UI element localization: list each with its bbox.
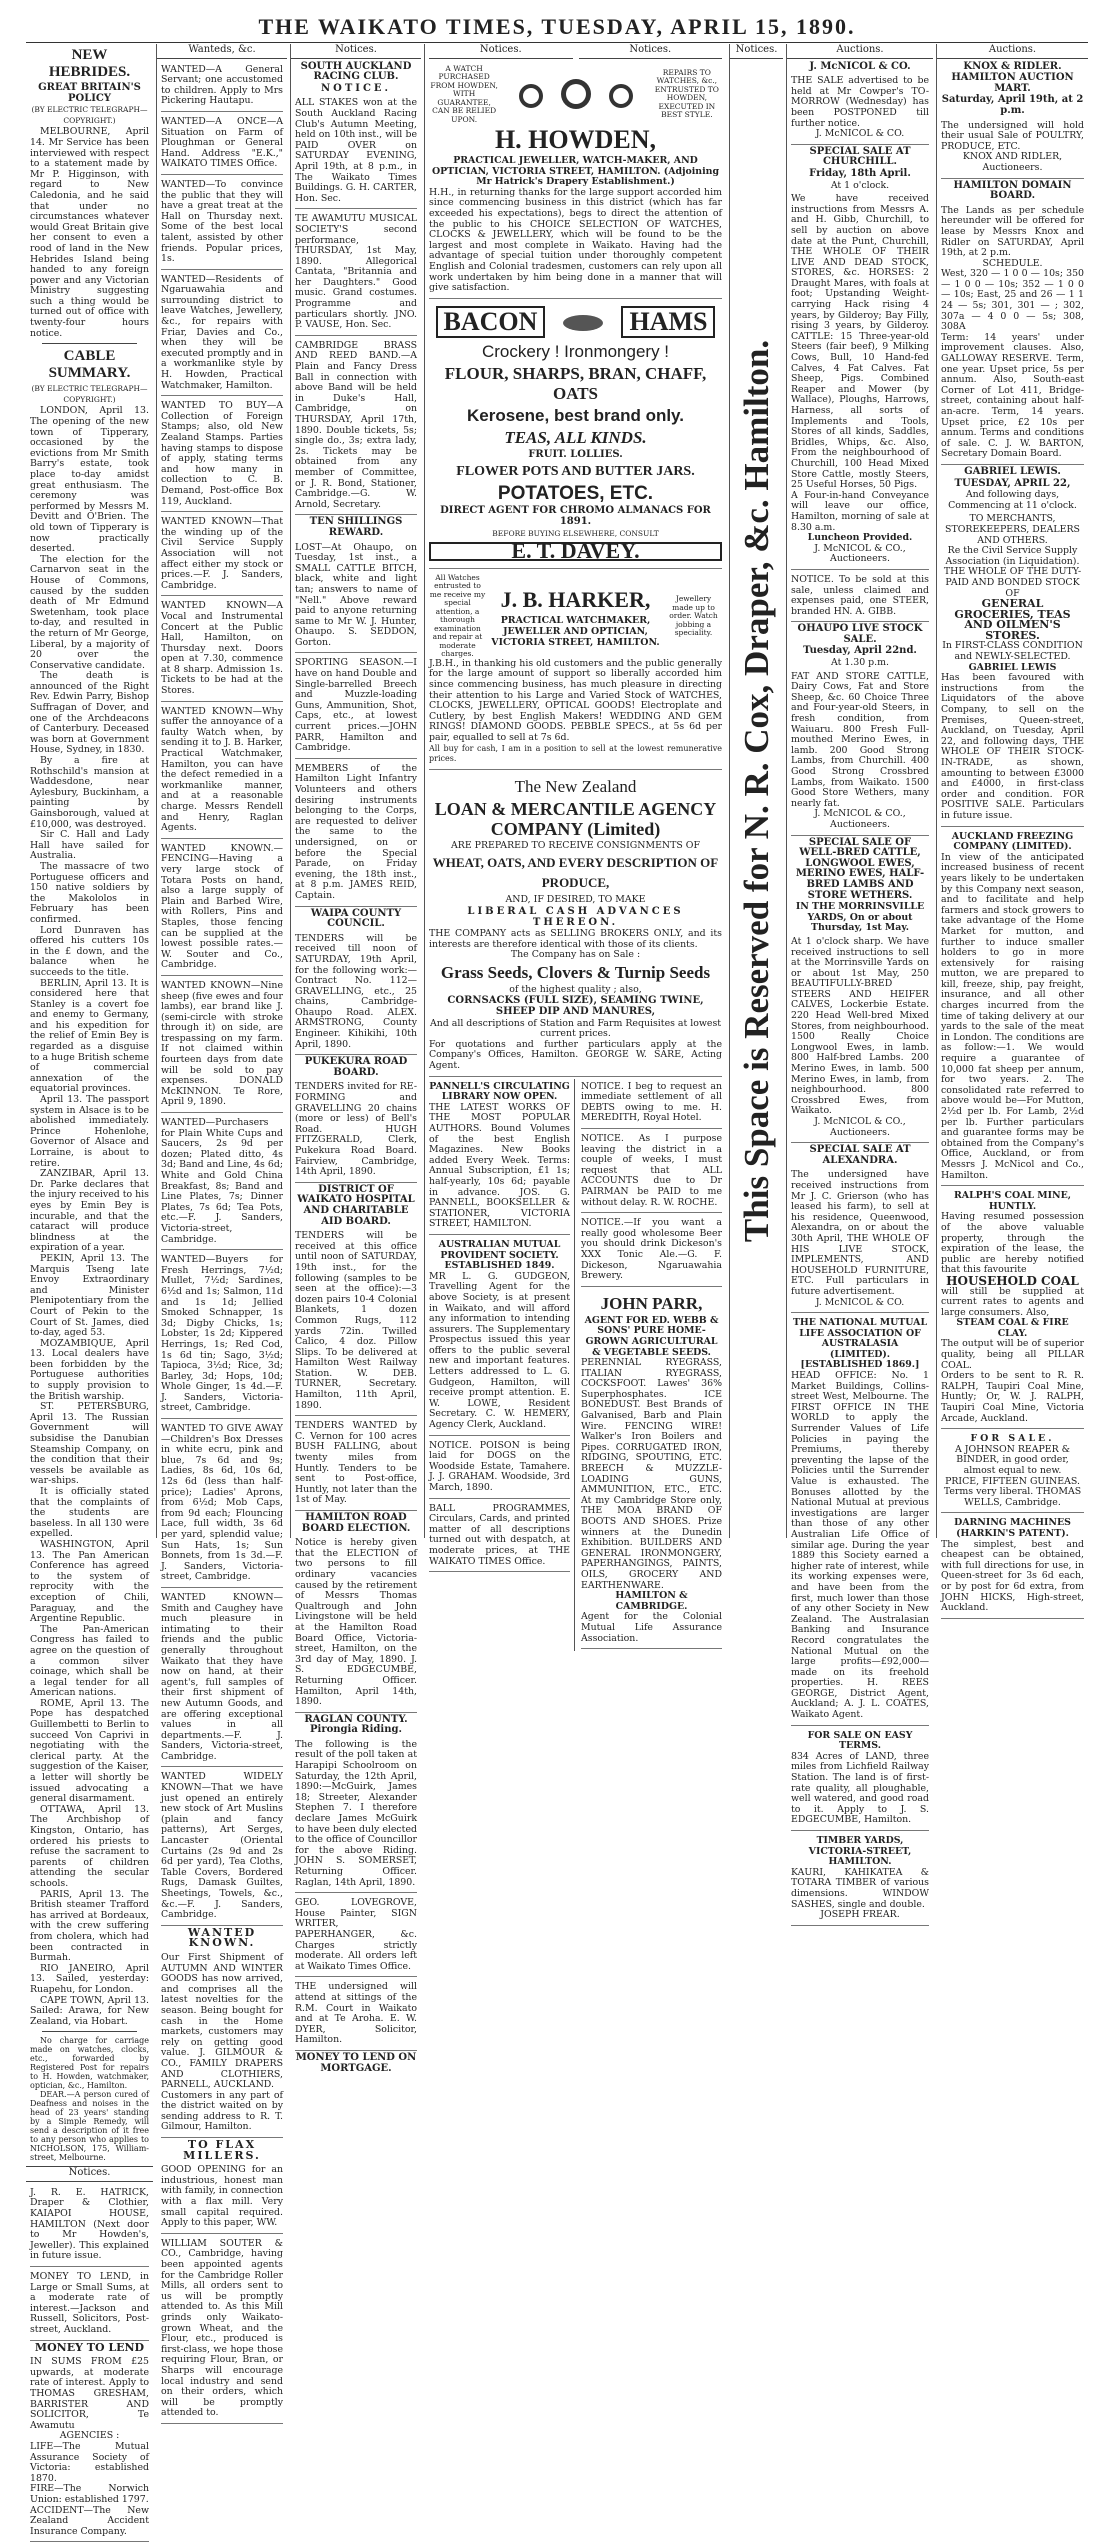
ad-poison — [429, 1438, 570, 1499]
ad-wanted — [161, 1769, 283, 1925]
ad-wanted — [161, 514, 283, 596]
ad-text: PANNELL'S CIRCULATING LIBRARY NOW OPEN. — [429, 1080, 570, 1103]
ad-text: PRICE, FIFTEEN GUINEAS. Terms very liberal. THOMAS WELLS, Cambridge. — [943, 1475, 1082, 1508]
ad-text: The undersigned will hold their usual Sale of POULTRY, PRODUCE, ETC. — [941, 119, 1084, 152]
ad-wanted — [161, 398, 283, 512]
ad-wanted — [161, 1421, 283, 1588]
paragraph: BERLIN, April 13. It is considered here that Stanley is a covert foe and enemy to Germany, and his expedition for the relief of Emin Bey is regarded as a disguise to a huge British scheme of commercial annexation of the equatorial provinces. — [30, 977, 149, 1095]
ad-notice — [581, 1131, 722, 1213]
ad-title-howden: H. HOWDEN, — [494, 125, 657, 155]
ad-text: Has been favoured with instructions from the Liquidators of the above Company, to sell on the Premises, Queen-street, Auckland, on Tuesday, April 22, and following days, THE WHOLE OF THEIR STOCK-IN-TRADE, as shown, amounting to between £3000 and £4000, in first-class order and condition. FOR POSITIVE SALE. Particulars in future issue. — [941, 672, 1084, 821]
ad-heading: SPECIAL SALE AT CHURCHILL. — [809, 145, 911, 168]
article-new-hebrides — [30, 127, 149, 339]
paragraph: OTTAWA, April 13. The Archbishop of Kingston, Ontario, has ordered his priests to refuse the sacrament to parents of children attending the secular schools. — [30, 1803, 149, 1889]
ad-line: TEAS, ALL KINDS. — [504, 427, 647, 447]
ad-text: Having resumed possession of the above valuable property, through the expiration of the lease, the public are hereby notified that this favourite — [941, 1211, 1084, 1276]
ad-text: MONEY TO LEND, in Large or Small Sums, at a moderate rate of interest.—Jackson and Russell, Solicitors, Post-street, Auckland. — [30, 2271, 149, 2335]
ad-waipa — [295, 931, 417, 1056]
ad-text: SPORTING SEASON.—I have on hand Double and Single-barrelled Breech and Muzzle-loading Guns, Ammunition, Shot, Caps, etc., at lowest current prices.—JOHN PARR, Hamilton and Cambridge. — [295, 657, 417, 754]
ad-text: TENDERS will be received at this office until noon of SATURDAY, 19th inst., for the following (samples to be seen at the office):—3 dozen pairs 10-4 Colonial Blankets, 1 dozen Common Rugs, 112 yards 72in. Twilled Calico, 4 doz. Pillow Slips. To be delivered at Hamilton West Railway Station. W. DEB. TURNER, Secretary. Hamilton, 11th April, 1890. — [295, 1230, 417, 1411]
ad-text: WILLIAM SOUTER & CO., Cambridge, having been appointed agents for the Cambridge Roller Mills, all orders sent to us will be promptly attended to. As this Mill grinds only Waikato-grown Wheat, and the Flour, etc., produced is first-class, we hope those requiring Flour, Bran, or Sharps will encourage local industry and send on their orders, which will be promptly attended to. — [161, 2237, 283, 2419]
ad-text: J. McNICOL & CO. — [815, 128, 905, 140]
ad-for-sale — [941, 1431, 1084, 1513]
ad-text: FIRE—The Norwich Union: established 1797. — [30, 2483, 149, 2505]
ad-text: The simplest, best and cheapest can be obtained, with full directions for use, in Queen-street for 3s 6d each, or by post for 6d extra, from JOHN HICKS, High-street, Auckland. — [941, 1538, 1084, 1614]
ad-howden — [429, 62, 722, 299]
ad-text: DARNING MACHINES (HARKIN'S PATENT). — [954, 1517, 1071, 1539]
ad-text: J. McNICOL & CO., Auctioneers. — [814, 542, 906, 565]
section-heading: Wanteds, &c. — [157, 44, 287, 59]
subcolumn-right — [581, 1079, 722, 1652]
ad-line: Grass Seeds, Clovers & Turnip Seeds — [440, 962, 711, 982]
ad-text: SCHEDULE. — [982, 257, 1043, 269]
ad-text: And following days, Commencing at 11 o'clock. — [948, 489, 1077, 511]
ad-text: IN THE MORRINSVILLE YARDS, On or about Thursday, 1st May. — [795, 901, 925, 934]
ad-timber — [791, 1833, 929, 1926]
paragraph: LONDON, April 13. The opening of the new town of Tipperary, occasioned by the evictions from Mr Smith Barry's estate, took place to-day amidst great enthusiasm. The ceremony was performed by Messrs M. Devitt and O'Brien. The old town of Tipperary is now practically deserted. — [30, 405, 149, 555]
clock-icon — [511, 74, 641, 114]
ad-text: ALL STAKES won at the South Auckland Racing Club's Autumn Meeting, held on 10th inst., will be PAID OVER on SATURDAY EVENING, April 19th, at 8 p.m., in The Waikato Times Buildings. G. H. CARTER, Hon. Sec. — [295, 97, 417, 204]
section-heading: Notices. — [291, 44, 421, 59]
ad-text: WANTED—A ONCE—A Situation on Farm of Ploughman or General Hand. Address "E.K.," WAIKATO TIMES Office. — [161, 115, 283, 170]
ad-text: WANTED KNOWN—Nine sheep (five ewes and four lambs), ear brand like J. (semi-circle with stroke through it) on side, are trespassing on my farm. If not claimed within fourteen days from date will be sold to pay expenses. DONALD McKINNON. Te Rore, April 9, 1890. — [161, 979, 283, 1108]
masthead: THE WAIKATO TIMES, TUESDAY, APRIL 15, 1890. — [258, 14, 856, 39]
ad-line: POTATOES, ETC. — [497, 483, 654, 505]
ad-text: KNOX AND RIDLER, Auctioneers. — [962, 151, 1063, 173]
paragraph: Sir C. Hall and Lady Hall have sailed for Australia. — [30, 829, 149, 862]
ad-text: GABRIEL LEWIS — [968, 661, 1057, 673]
bottom-two-columns — [429, 1079, 722, 1652]
paragraph: The massacre of two Portuguese officers and 150 native soldiers by the Makololos in February has been confirmed. — [30, 860, 149, 925]
ad-brass-band — [295, 338, 417, 516]
ad-text: LOST—At Ohaupo, on Tuesday, 1st inst., a SMALL CATTLE BITCH, black, white and light tan; answers to name of "Nell." Above reward paid to anyone returning same to Mr W. J. Hunter, Ohaupo. S. SEDDON, Gorton. — [295, 541, 417, 648]
section-heading: Auctions. — [787, 44, 933, 59]
ad-wanted — [161, 704, 283, 839]
ad-text: All buy for cash, I am in a position to sell at the lowest remunerative prices. — [429, 743, 722, 764]
ad-national-mutual — [791, 1315, 929, 1726]
ad-dyer — [295, 1979, 417, 2051]
ad-text: WANTED TO BUY—A Collection of Foreign Stamps; also, old New Zealand Stamps. Parties having stamps to dispose of apply, stating terms and how many in collection to C. B. Demand, Post-office Box 119, Auckland. — [161, 400, 283, 507]
ad-wanted — [161, 114, 283, 175]
ad-wanted — [161, 978, 283, 1113]
ad-notice — [581, 1215, 722, 1287]
ad-text: H.H., in returning thanks for the large support accorded him since commencing business in this district (which has far exceeded his expectations), begs to direct the attention of the public to his CHOICE SELECTION OF WATCHES, CLOCKS & JEWELLERY, which will be found to be the largest and most complete in Waikato. Having had the advantage of special tuition under thoroughly competent English and Colonial tradesmen, customers can rely upon all work undertaken by him being done in a manner that will give satisfaction. — [429, 186, 722, 294]
ad-wanted — [161, 598, 283, 701]
ad-text: PRACTICAL JEWELLER, WATCH-MAKER, AND OPTICIAN, VICTORIA STREET, HAMILTON. (Adjoining Mr Hatrick's Drapery Establishment.) — [431, 155, 720, 188]
ad-text: will still be supplied at current rates to agents and large consumers. Also, — [941, 1285, 1084, 1318]
masthead-rule — [26, 42, 1088, 43]
ad-text: MEMBERS of the Hamilton Light Infantry Volunteers and others desiring instruments belonging to the Corps, are requested to deliver the same to the undersigned, on or before the Special Parade, on Friday evening, the 18th inst., at 8 p.m. JAMES REID, Captain. — [295, 762, 417, 901]
ad-text: WANTED KNOWN.—FENCING—Having a very large stock of Totara Posts on hand, also a large supply of Plain and Barbed Wire, with Rollers, Pins and Staples, those fencing can be supplied at the lowest possible rates.—W. Souter and Co., Cambridge. — [161, 842, 283, 971]
ad-text: Orders to be sent to R. R. RALPH, Taupiri Coal Mine, Huntly; Or, W. J. RALPH, Taupiri Coal Mine, Victoria Arcade, Auckland. — [941, 1370, 1084, 1424]
ad-land-sale — [791, 1728, 929, 1831]
ad-text: NOTICE. As I purpose leaving the district in a couple of weeks, I must request that ALL ACCOUNTS due to Dr PAIRMAN be PAID to me without delay. R. W. ROCHE. — [581, 1133, 722, 1208]
column-wanteds — [156, 44, 287, 2419]
paragraph: It is officially stated that the complaints of the students are baseless. In all 130 were expelled. — [30, 1486, 149, 1540]
ad-heading: TEN SHILLINGS REWARD. — [309, 516, 403, 538]
ad-heading-money: MONEY TO LEND — [34, 2340, 145, 2354]
ad-text: REPAIRS TO WATCHES, &c., ENTRUSTED TO HOWDEN, EXECUTED IN BEST STYLE. — [654, 67, 719, 120]
ad-text: TENDERS WANTED by C. Vernon for 100 acres BUSH FALLING, about twenty miles from Huntly. Tenders to be sent to Post-office, Huntly, not later than the 1st of May. — [295, 1420, 417, 1506]
reserved-space-text: This Space is Reserved for N. R. Cox, Draper, &c. Hamilton. — [737, 339, 776, 1243]
ad-heading: WAIPA COUNTY COUNCIL. — [310, 907, 402, 930]
ad-text: LIFE—The Mutual Assurance Society of Victoria: established 1870. — [30, 2440, 149, 2484]
ad-text: A WATCH PURCHASED FROM HOWDEN, WITH GUARANTEE, CAN BE RELIED UPON. — [430, 63, 498, 124]
ad-ohaupo — [791, 669, 929, 836]
ad-hatrick — [30, 2185, 149, 2267]
section-heading: Notices. — [26, 2166, 153, 2182]
ad-auction-mart — [941, 118, 1084, 179]
ad-heading: TUESDAY, APRIL 22, — [954, 477, 1071, 489]
ad-text: HAMILTON & CAMBRIDGE. — [615, 1590, 688, 1612]
ad-text: WANTED TO GIVE AWAY—Children's Box Dresses in white ecru, pink and blue, 7s 6d and 9s; Ladies, 8s 6d, 10s 6d, 12s 6d (less than half-price); Ladies' Aprons, from 6½d; Mob Caps, from 9d each; Flouncing Lace, full width, 3s 6d per yard, splendid value; Sun Hats, 1s; Sun Bonnets, from 1s 3d.—F. J. Sanders, Victoria-street, Cambridge. — [161, 1423, 283, 1583]
paragraph: Lord Dunraven has offered his cutters 10s in the £ down, and the balance when he succeeds to the title. — [30, 924, 149, 978]
ad-text: WANTED—Purchasers for Plain White Cups and Saucers, 2s 9d per dozen; Plated ditto, 4s 3d; Band and Line, 4s 6d; White and Gold China Breakfast, 8s; Band and Line Plates, 7s; Dinner Plates, 7s 6d; Tea Pots, etc.—F. J. Sanders, Victoria-street, Cambridge. — [161, 1117, 283, 1245]
column-reserved-space — [729, 44, 783, 1538]
ad-text: 834 Acres of LAND, three miles from Lichfield Railway Station. The land is of first-rate quality, all ploughable, well watered, and good road to it. Apply to J. S. EDGECUMBE, Hamilton. — [791, 1750, 929, 1826]
paragraph: PEKIN, April 13. The Marquis Tseng late Envoy Extraordinary and Minister Plenipotentiary from the Court of Pekin to the Court of St. James, died to-day, aged 53. — [30, 1252, 149, 1339]
ad-heading: TO FLAX MILLERS. — [183, 2138, 261, 2162]
bacon-hams-row — [429, 304, 722, 340]
ad-musical-society — [295, 211, 417, 336]
ad-heading: WANTED KNOWN. — [187, 1925, 257, 1950]
ad-title-bacon: BACON — [436, 306, 546, 338]
ad-heading: SPECIAL SALE OF WELL-BRED CATTLE, LONGWOOL EWES, MERINO EWES, HALF-BRED LAMBS AND STORE WETHERS. — [795, 836, 925, 901]
ad-text: A Four-in-hand Conveyance will leave our office, Hamilton, morning of sale at 8.30 a.m. — [791, 489, 929, 533]
ad-text: NOTICE. POISON is being laid for DOGS on the Woodside Estate, Tamahere. J. J. GRAHAM. Woodside, 3rd March, 1890. — [429, 1439, 570, 1493]
ad-line: FLOUR, SHARPS, BRAN, CHAFF, OATS — [444, 363, 707, 403]
ad-wanted — [161, 1252, 283, 1419]
ad-text: PERENNIAL RYEGRASS, ITALIAN RYEGRASS, COCKSFOOT. Lawes' 36% Superphosphates. ICE BONEDUST. Best Brands of Galvanised, Barb and Plain Wire. FENCING WIRE! Walker's Iron Boilers and Pipes. CORRUGATED IRON, RIDGING, SPOUTING, ETC. BREECH & MUZZLE-LOADING GUNS, AMMUNITION, ETC., ETC. At my Cambridge Store only, THE MOA BRAND OF BOOTS AND SHOES. Prize winners at the Dunedin Exhibition. BUILDERS AND GENERAL IRONMONGERY, PAPERHANGINGS, PAINTS, OILS, GROCERY AND EARTHENWARE. — [581, 1357, 722, 1591]
paragraph: CAPE TOWN, April 13. Sailed: Arawa, for New Zealand, via Hobart. — [30, 1994, 149, 2027]
ad-heading: MONEY TO LEND ON MORTGAGE. — [295, 2051, 417, 2074]
paragraph: The Pan-American Congress has failed to agree on the question of a common silver coinage, which shall be a legal tender for all American nations. — [30, 1623, 149, 1699]
ad-text: Notice is hereby given that the ELECTION of two persons to fill ordinary vacancies caused by the retirement of Messrs Thomas Qualtrough and John Livingstone will be held at the Hamilton Road Board Office, Victoria-street, Hamilton, on the 3rd day of May, 1890. J. S. EDGECUMBE, Returning Officer. Hamilton, April 14th, 1890. — [295, 1537, 417, 1708]
ad-hospital — [295, 1228, 417, 1416]
ad-gilmour — [161, 1950, 283, 2138]
ad-parr — [581, 1289, 722, 1649]
ad-election — [295, 1535, 417, 1713]
ad-text: GEO. LOVEGROVE, House Painter, SIGN WRITER, PAPERHANGER, &c. Charges strictly moderate. All orders left at Waikato Times Office. — [295, 1897, 417, 1972]
divider — [42, 343, 137, 344]
subcolumn-left — [429, 1079, 575, 1652]
ad-text: Re the Civil Service Supply Association (in Liquidation). — [945, 545, 1080, 567]
ad-line: Crockery ! Ironmongery ! — [481, 341, 670, 361]
ad-amp-society — [429, 1237, 570, 1436]
ad-text: FAT AND STORE CATTLE, Dairy Cows, Fat and Store Sheep, &c. 60 Choice Three and Four-year-old Steers, in fresh condition, from Waiuaru. 800 Fresh Full-mouthed Merino Ewes, in lamb. 200 Good Strong Lambs, from Churchill. 400 Good Strong Crossbred Lambs, from Waikato. 1500 Good Store Wethers, many nearly fat. — [791, 670, 929, 809]
schedule-table: West, 320 — 1 0 0 — 10s; 350 — 1 0 0 — 10s; 352 — 1 0 0 — 10s; East, 25 and 26 — 1 1 24 — 5s; 301, 301 — ; 302, 307a — 4 0 0 — 5s; 308, 308A — [941, 268, 1084, 333]
ad-line: FRUIT. LOLLIES. — [528, 448, 623, 460]
ad-postponed — [791, 73, 929, 145]
ad-text: In FIRST-CLASS CONDITION and NEWLY-SELECTED. — [942, 640, 1083, 663]
ad-notice-steer — [791, 572, 929, 622]
ad-text: JOSEPH FREAR. — [820, 1909, 900, 1921]
ad-text: THE SALE advertised to be held at Mr Cowper's TO-MORROW (Wednesday) has been POSTPONED till further notice. — [791, 75, 929, 129]
ad-line: BEFORE BUYING ELSEWHERE, CONSULT — [492, 528, 659, 538]
ad-wanted — [161, 841, 283, 976]
ad-gresham — [30, 2354, 149, 2542]
ad-text: TO MERCHANTS, STOREKEEPERS, DEALERS AND OTHERS. — [945, 513, 1080, 546]
ad-civil-service — [941, 511, 1084, 826]
ad-text: THE WHOLE OF THE DUTY-PAID AND BONDED STOCK OF — [943, 566, 1082, 599]
section-heading: Notices. — [579, 44, 723, 59]
section-heading: Notices. — [730, 44, 783, 59]
ad-wanted — [161, 62, 283, 112]
ad-text: HEAD OFFICE: No. 1 Market Buildings, Collins-street West, Melbourne. The FIRST OFFICE IN THE WORLD to apply the Surrender Values of Life Policies in paying the Premiums, thereby preventing the lapse of the Policies until the Surrender Value is exhausted. The Bonuses allotted by the National Mutual at previous investigations are larger than those of any other Australian Life Office of similar age. During the year 1889 this Society earned a higher rate of interest, while its working expenses were, and have been from the first, much lower than those of any other Society in New Zealand. The Australasian Banking and Insurance Record congratulates the National Mutual on the large profits—£92,000—made on its freehold properties. H. REES GEORGE, District Agent, Auckland; A. J. L. COATES, Waikato Agent. — [791, 1370, 929, 1721]
ad-text: FOR SALE. — [970, 1433, 1055, 1445]
column-auctions-mcnicol — [786, 44, 933, 1921]
firm-name: J. McNICOL & CO. — [809, 60, 911, 72]
ad-wanted — [161, 1115, 283, 1250]
ad-reward — [295, 540, 417, 654]
ad-text: NOTICE. I beg to request an immediate settlement of all DEBTS owing to me. H. MEREDITH, Royal Hotel. — [581, 1080, 722, 1124]
ad-text: Our First Shipment of AUTUMN AND WINTER GOODS has now arrived, and comprises all the latest novelties for the season. Being bought for cash in the Home markets, customers may rely on getting good value. J. GILMOUR & CO., FAMILY DRAPERS AND CLOTHIERS, PARNELL, AUCKLAND. — [161, 1951, 283, 2091]
ad-text: CAMBRIDGE BRASS AND REED BAND.—A Plain and Fancy Dress Ball in connection with above Band will be held in Duke's Hall, Cambridge, on THURSDAY, April 17th, 1890. Double tickets, 5s; single do., 3s; extra lady, 2s. Tickets may be obtained from any member of Committee, or J. R. Bond, Stationer, Cambridge.—G. W. Arnold, Secretary. — [295, 339, 417, 510]
ad-sporting — [295, 655, 417, 758]
ad-title-hams: HAMS — [621, 306, 715, 338]
ad-text: WANTED—Buyers for Fresh Herrings, 7½d; Mullet, 7½d; Sardines, 6½d and 1s; Salmon, 11d and 1s 1d; Jellied Smoked Schnapper, 1s 3d; Digby Chicks, 1s; Lobster, 1s 2d; Kippered Herrings, 1s; Red Cod, 1s 6d tin; Sago, 3½d; Tapioca, 3½d; Rice, 3d; Barley, 3d; Hops, 10d; Whole Ginger, 1s 4d.—F. J. Sanders, Victoria-street, Cambridge. — [161, 1254, 283, 1414]
ad-line: Kerosene, best brand only. — [467, 405, 684, 425]
ad-text: WANTED—Residents of Ngaruawahia and surrounding district to leave Watches, Jewellery, &c., for repairs with Friar, Davies and Co., when they will be executed promptly and in a workmanlike style by H. Howden, Practical Watchmaker, Hamilton. — [161, 273, 283, 391]
ad-text: THE undersigned will attend at sittings of the R.M. Court in Waikato and at Te Aroha. E. W. DYER, Solicitor, Hamilton. — [295, 1981, 417, 2046]
paragraph: ZANZIBAR, April 13. Dr. Parke declares that the injury received to his eyes by Emin Bey is incurable, and that the cataract will produce blindness at the expiration of a year. — [30, 1168, 149, 1254]
ad-library — [429, 1079, 570, 1235]
ad-text: All Watches entrusted to me receive my special attention, a thorough examination and repair at moderate charges. — [429, 572, 486, 659]
ad-domain-board — [941, 203, 1084, 465]
ad-text: Luncheon Provided. — [807, 532, 913, 544]
byline: (BY ELECTRIC TELEGRAPH—COPYRIGHT.) — [31, 384, 148, 404]
ad-title-loan: LOAN & MERCANTILE AGENCY COMPANY (Limited) — [434, 798, 717, 839]
ad-text: In view of the anticipated increased business of recent years likely to be undertaken by this Company next season, and to facilitate and help farmers and stock growers to take advantage of the Home Market for mutton, and further to induce smaller holders to go in more extensively for raising mutton, we are prepared to kill, freeze, ship, pay freight, insurance, and all other charges incurred from the time of taking delivery at our yards to the sale of the meat in London. The conditions are as follow:—1. We would require a guarantee of 10,000 fat sheep per annum, for two years. 2. The consolidated rate referred to above would be—For Mutton, 2½d per lb. For Lamb, 2½d per lb. Further particulars and guarantee forms may be obtained from the Company's Office, Auckland, or from Messrs J. McNicol and Co., Hamilton. — [941, 851, 1084, 1181]
ad-churchill — [791, 191, 929, 570]
ad-text: WANTED—A General Servant; one accustomed to children. Apply to Mrs Pickering Hautapu. — [161, 63, 283, 107]
ad-text: The following is the result of the poll taken at Harapipi Schoolroom on Saturday, the 12th April, 1890:—McGuirk, James 18; Streeter, Alexander Stephen 7. I therefore declare James McGuirk to have been duly elected to the office of Councillor for the above Riding. JOHN S. SOMERSET, Returning Officer. Raglan, 14th April, 1890. — [295, 1738, 417, 1888]
paragraph: April 13. The passport system in Alsace is to be abolished immediately. Prince Hohenlohe, Governor of Alsace and Lorraine, is about to retire. — [30, 1094, 149, 1169]
paragraph: ROME, April 13. The Pope has despatched Guillembetti to Berlin to succeed Von Caprivi in negotiating with the clerical party. At the suggestion of the Kaiser, a letter will shortly be issued advocating a general disarmament. — [30, 1697, 149, 1805]
paragraph: No charge for carriage made on watches, clocks, etc., forwarded by Registered Post for repairs to H. Howden, watchmaker, optician, &c., Hamilton. — [30, 2036, 149, 2091]
ad-line: CORNSACKS (FULL SIZE), SEAMING TWINE, SHEEP DIP AND MANURES, — [447, 995, 704, 1018]
ad-text: HOUSEHOLD COAL — [946, 1273, 1079, 1288]
ad-text: FOR SALE ON EASY TERMS. — [807, 1729, 913, 1752]
ad-line: WHEAT, OATS, AND EVERY DESCRIPTION OF PRODUCE, — [432, 855, 719, 891]
ad-heading: PUKEKURA ROAD BOARD. — [304, 1056, 408, 1078]
ad-title-harker: J. B. HARKER, — [500, 587, 651, 613]
ad-heading: SPECIAL SALE AT ALEXANDRA. — [809, 1144, 911, 1166]
ad-text: THE LATEST WORKS OF THE MOST POPULAR AUTHORS. Bound Volumes of the best English Magazines. New Books added Every Week. Terms: Annual Subscription, £1 1s; half-yearly, 10s 6d; payable in advance. JOS. G. PANNELL, BOOKSELLER & STATIONER, VICTORIA STREET, HAMILTON. — [429, 1101, 570, 1230]
ad-flax — [161, 2162, 283, 2234]
ad-text: MR L. G. GUDGEON, Travelling Agent for the above Society, is at present in Waikato, and will afford any information to intending assurers. The Supplementary Prospectus issued this year offers to the public several new and important features. Letters addressed to L. G. Gudgeon, Hamilton, will receive prompt attention. E. W. LOWE, Resident Secretary. C. W. HEMERY, Agency Clerk, Auckland. — [429, 1270, 570, 1431]
column-notices — [290, 44, 421, 2074]
ad-raglan — [295, 1737, 417, 1893]
ad-ball — [429, 1501, 570, 1573]
ad-coal-mine — [941, 1188, 1084, 1429]
ad-text: Jewellery made up to order. Watch jobbing a speciality. — [669, 594, 718, 638]
ad-text: AGENCIES : — [59, 2430, 120, 2442]
ad-text: Agent for the Colonial Mutual Life Assurance Association. — [581, 1611, 722, 1644]
column-news — [26, 44, 153, 2537]
ad-text: WANTED WIDELY KNOWN—That we have just opened an entirely new stock of Art Muslins (plain and fancy patterns), Art Serges, Lancaster (Oriental Curtains (2s 9d and 2s 6d per yard), Tea Cloths, Table Covers, Bordered Rugs, Damask Guiltes, Sheetings, Towels, &c., &c.—F. J. Sanders, Cambridge. — [161, 1771, 283, 1921]
ad-text: AUCKLAND FREEZING COMPANY (LIMITED). — [951, 830, 1074, 853]
subhead-policy: GREAT BRITAIN'S POLICY — [38, 82, 141, 104]
ad-text: WANTED KNOWN—That the winding up of the Civil Service Supply Association will not affect either my stock or prices.—F. J. Sanders, Cambridge. — [161, 516, 283, 591]
ad-notice — [581, 1079, 722, 1129]
ad-line: FLOWER POTS AND BUTTER JARS. — [456, 464, 695, 480]
section-heading: Auctions. — [937, 44, 1088, 59]
ad-text: NOTICE.—If you want a really good wholesome Beer you should drink Dickeson's XXX Tonic Ale.—G. F. Dickeson, Ngaruawahia Brewery. — [581, 1217, 722, 1282]
notes — [30, 2036, 149, 2162]
ad-heading: OHAUPO LIVE STOCK SALE. — [797, 623, 923, 645]
ad-heading: HAMILTON AUCTION MART. — [951, 72, 1074, 94]
ad-text: GENERAL GROCERIES, TEAS AND OILMEN'S STORES. — [954, 597, 1071, 642]
ad-text: TENDERS will be received till noon of SATURDAY, 19th April, for the following work:—Contract No. 112—GRAVELLING, etc., 25 chains, Cambridge-Ohaupo Road. ALEX. ARMSTRONG, County Engineer. Kihikihi, 10th April, 1890. — [295, 932, 417, 1050]
ad-money-lend — [30, 2269, 149, 2341]
ad-text: WANTED KNOWN—Why suffer the annoyance of a faulty Watch when, by sending it to J. B. Harker, Practical Watchmaker, Hamilton, you can have the defect remedied in a workmanlike manner, and at a reasonable charge. Messrs Rendell and Henry, Raglan Agents. — [161, 705, 283, 834]
ad-text: Term: 14 years' under improvement clauses. Also, GALLOWAY RESERVE. Term, one year. Upset price, 5s per annum. Also, South-east Corner of Lot 411, Bridge-street, containing about half-an-acre. Term, 14 years. Upset price, £2 10s per annum. Terms and conditions of sale. C. J. W. BARTON, Secretary Domain Board. — [941, 331, 1084, 460]
ad-text: AUSTRALIAN MUTUAL PROVIDENT SOCIETY. ESTABLISHED 1849. — [438, 1238, 561, 1272]
section-heading-row — [429, 44, 722, 62]
article-cable-summary — [30, 406, 149, 2027]
ad-text: A JOHNSON REAPER & BINDER, in good order, almost equal to new. — [954, 1443, 1071, 1476]
ad-text: At 1 o'clock sharp. We have received instructions to sell at the Morrinsville Yards on or about 1st May, 250 BEAUTIFULLY-BRED STEERS AND HEIFER CALVES, Lockerbie Estate. 220 Head Well-bred Mixed Stores, from neighbourhood. 1500 Really Choice Longwool Ewes, in lamb. 800 Half-bred Lambs. 200 Merino Ewes, in lamb. 500 Merino Ewes, in lamb, from neighbourhood. 800 Crossbred Ewes, from Waikato. — [791, 935, 929, 1117]
ad-darning — [941, 1515, 1084, 1618]
ad-davey — [429, 301, 722, 569]
ad-loan-company — [429, 772, 722, 1077]
ad-text: The output will be of superior quality, being all PILLAR COAL. — [941, 1338, 1084, 1371]
ad-text: THE COMPANY acts as SELLING BROKERS ONLY, and its interests are therefore identical with those of its clients. — [429, 928, 722, 950]
ad-text: J. McNICOL & CO., Auctioneers. — [814, 1116, 906, 1138]
ad-text: TE AWAMUTU MUSICAL SOCIETY'S second performance, THURSDAY, 1st May, 1890. Allegorical Cantata, "Britannia and her Daughters." Good music. Grand costumes. Programme and particulars shortly. JNO. P. VAUSE, Hon. Sec. — [295, 213, 417, 331]
ad-title-parr: JOHN PARR, — [600, 1293, 703, 1313]
paragraph: WASHINGTON, April 13. The Pan American Conference has agreed to the system of reprocity with the exception of Chili, Paraguay, and the Argentine Republic. — [30, 1538, 149, 1625]
ad-lovegrove — [295, 1895, 417, 1977]
ad-heading: RAGLAN COUNTY. Pirongia Riding. — [304, 1713, 408, 1736]
ad-wanted — [161, 1590, 283, 1768]
ad-text: THE NATIONAL MUTUAL LIFE ASSOCIATION OF AUSTRALASIA (LIMITED). [ESTABLISHED 1869.] — [792, 1317, 928, 1371]
ad-heading: SOUTH AUCKLAND RACING CLUB. — [300, 60, 412, 83]
ad-heading: HAMILTON DOMAIN BOARD. — [953, 179, 1072, 202]
ad-line: The New Zealand — [514, 776, 637, 796]
ad-text: ACCIDENT—The New Zealand Accident Insurance Company. — [30, 2504, 149, 2537]
ad-text: For quotations and further particulars apply at the Company's Offices, Hamilton. GEORGE W. SARE, Acting Agent. — [429, 1038, 722, 1072]
ad-tenders — [295, 1418, 417, 1511]
firm-name: KNOX & RIDLER. — [963, 60, 1062, 72]
column-auctions-knox — [936, 44, 1088, 1614]
ad-text: BALL PROGRAMMES, Circulars, Cards, and printed matter of all descriptions turned out with despatch, at moderate prices, at THE WAIKATO TIMES Office. — [429, 1502, 570, 1567]
byline: (BY ELECTRIC TELEGRAPH—COPYRIGHT.) — [31, 105, 148, 125]
ad-text: PRACTICAL WATCHMAKER, JEWELLER AND OPTICIAN, VICTORIA STREET, HAMILTON. — [491, 615, 660, 648]
ad-time: At 1 o'clock. — [830, 179, 890, 191]
paragraph: MELBOURNE, April 14. Mr Service has been interviewed with respect to a statement made by Mr P. Higginson, with regard to New Caledonia, and he said that under no circumstances whatever would Great Britain give her consent to even a rood of land in the New Hebrides Island being handed to any foreign power and any Victorian Ministry suggesting such a thing would be turned out of office with twenty-four hours notice. — [30, 126, 149, 339]
ad-pukekura — [295, 1079, 417, 1182]
clock-illustrations — [505, 73, 646, 115]
ad-date: Friday, 18th April. — [809, 167, 911, 179]
ad-date: Saturday, April 19th, at 2 p.m. — [941, 94, 1084, 116]
ad-freezing — [941, 829, 1084, 1187]
ad-text: STEAM COAL & FIRE CLAY. — [956, 1317, 1069, 1339]
ad-text: We have received instructions from Messrs A. and H. Gibb, Churchill, to sell by auction on above date at the Punt, Churchill, THE WHOLE OF THEIR LIVE AND DEAD STOCK, STORES, &c. HORSES: 2 Draught Mares, with foals at foot; Upstanding Weight-carrying Hack rising 4 years, by Gilderoy; Bay Filly, rising 3 years, by Gilderoy. CATTLE: 15 Three-year-old Steers (fair beef), 9 Milking Cows, Bull, 10 Hand-fed Calves, 4 Fat Calves. Fat Sheep, Pigs. Combined Reaper and Mower (by Wallace), Ploughs, Harrows, Harness, all sorts of Implements and Tools, Stores of all kinds, Saddles, Bridles, Whips, &c. Also, From the neighbourhood of Churchill, 100 Head Mixed Store Cattle, mostly Steers, 25 Useful Horses, 50 Pigs. — [791, 193, 929, 491]
ad-text: WANTED—To convince the public that they will have a great treat at the Hall on Thursday next. Some of the best local talent, assisted by other friends. Popular prices, 1s. — [161, 178, 283, 265]
ad-text: NOTICE. To be sold at this sale, unless claimed and expenses paid, one STEER, branded HN. A. GIBB. — [791, 573, 929, 617]
ad-text: of the highest quality ; also, — [509, 983, 642, 995]
paragraph: ST. PETERSBURG, April 13. The Russian Government will subsidise the Danubian Steamship Company, on the condition that their vessels be available as war-ships. — [30, 1401, 149, 1487]
paragraph: RIO JANEIRO, April 13. Sailed, yesterday: Ruapehu, for London. — [30, 1962, 149, 1995]
paragraph: The death is announced of the Right Rev. Edwin Parry, Bishop Suffragan of Dover, and one of the Archdeacons of Canterbury. Deceased was born at Government House, Sydney, in 1830. — [30, 670, 149, 756]
ad-text: TIMBER YARDS, VICTORIA-STREET, HAMILTON. — [808, 1835, 912, 1868]
column-wide-ads — [424, 44, 726, 1644]
ad-date: Tuesday, April 22nd. — [803, 645, 917, 657]
ad-text: WANTED KNOWN—A Vocal and Instrumental Concert at the Public Hall, Hamilton, on Thursday next. Doors open at 7.30, commence at 8 sharp. Admission 1s. Tickets to be had at the Stores. — [161, 600, 283, 697]
ad-text: The Company has on Sale : — [510, 949, 641, 961]
ad-text: Customers in any part of the district waited on by sending address to R. T. Gilmour, Hamilton. — [161, 2089, 283, 2133]
headline-cable-summary: CABLE SUMMARY. — [48, 348, 131, 382]
ad-text: TENDERS invited for RE-FORMING and GRAVELLING 20 chains (more or less) of Bell's Road. HUGH FITZGERALD, Clerk, Pukekura Road Board. Fairview, Cambridge, 14th April, 1890. — [295, 1081, 417, 1178]
ad-heading: HAMILTON ROAD BOARD ELECTION. — [301, 1512, 411, 1534]
ad-text: WANTED KNOWN—Smith and Caughey have much pleasure in intimating to their friends and the public generally throughout Waikato that they have now on hand, at their agent's, full samples of their first shipment of new Autumn Goods, and are offering exceptional values in all departments.—F. J. Sanders, Victoria-street, Cambridge. — [161, 1591, 283, 1762]
ad-text: GOOD OPENING for an industrious, honest man with family, in connection with a flax mill. Very small capital required. Apply to this paper, WW. — [161, 2164, 283, 2229]
pig-icon — [558, 311, 608, 333]
firm-name: GABRIEL LEWIS. — [964, 465, 1061, 477]
paragraph: By a fire at Rothschild's mansion at Waddesdone, near Aylesbury, Buckinham, a painting by Gainsborough, valued at £10,000, was destroyed. — [30, 755, 149, 830]
ad-heading: NOTICE. — [320, 82, 392, 94]
ad-morrinsville — [791, 934, 929, 1143]
paragraph: DEAR.—A person cured of Deafness and noises in the head of 23 years' standing by a Simple Remedy, will send a description of it free to any person who applies to NICHOLSON, 175, William-street, Melbourne. — [30, 2090, 149, 2163]
ad-title-davey: E. T. DAVEY. — [429, 542, 722, 561]
ad-text: ARE PREPARED TO RECEIVE CONSIGNMENTS OF — [451, 839, 700, 851]
ad-text: AGENT FOR ED. WEBB & SONS' PURE HOME-GROWN AGRICULTURAL & VEGETABLE SEEDS. — [584, 1314, 719, 1358]
ad-souter — [161, 2236, 283, 2424]
ad-text: RALPH'S COAL MINE, HUNTLY. — [954, 1190, 1071, 1212]
ad-line: LIBERAL CASH ADVANCES THEREON. — [467, 905, 684, 928]
ad-harker — [429, 571, 722, 770]
ad-wanted — [161, 177, 283, 270]
headline-new-hebrides: NEW HEBRIDES. — [48, 47, 131, 80]
ad-text: J. McNICOL & CO. — [815, 1296, 905, 1308]
ad-volunteers — [295, 761, 417, 907]
ad-racing-club — [295, 95, 417, 209]
ad-line: DIRECT AGENT FOR CHROMO ALMANACS FOR 1891. — [440, 505, 711, 527]
ad-text: And all descriptions of Station and Farm Requisites at lowest current prices. — [429, 1017, 722, 1040]
ad-heading: DISTRICT OF WAIKATO HOSPITAL AND CHARITABLE AID BOARD. — [297, 1183, 415, 1227]
divider — [42, 2031, 137, 2032]
ad-text: J. McNICOL & CO., Auctioneers. — [814, 808, 906, 830]
ad-text: KAURI, KAHIKATEA & TOTARA TIMBER of various dimensions. WINDOW SASHES, single and double. — [791, 1866, 929, 1910]
ad-wanted — [161, 272, 283, 397]
ad-text: The undersigned have received instructions from Mr J. C. Grierson (who has leased his farm), to sell at his residence, Queenwood, Alexandra, on or about the 30th April, THE WHOLE OF HIS LIVE STOCK, IMPLEMENTS, AND HOUSEHOLD FURNITURE, ETC. Full particulars in future advertisement. — [791, 1169, 929, 1297]
ad-alexandra — [791, 1167, 929, 1313]
ad-time: At 1.30 p.m. — [830, 657, 890, 669]
ad-text: AND, IF DESIRED, TO MAKE — [505, 894, 646, 906]
paragraph: The election for the Carnarvon seat in the House of Commons, caused by the sudden death of Mr Edmund Swetenham, took place to-day, and resulted in the return of Mr George, Liberal, by a majority of 20 over the Conservative candidate. — [30, 553, 149, 671]
ad-text: IN SUMS FROM £25 upwards, at moderate rate of interest. Apply to THOMAS GRESHAM, BARRISTER AND SOLICITOR, Te Awamutu — [30, 2356, 149, 2431]
ad-text: J. R. E. HATRICK, Draper & Clothier, KAIAPOI HOUSE, HAMILTON (Next door to Mr Howden's, Jeweller). This explained in future issue. — [30, 2186, 149, 2262]
section-heading: Notices. — [429, 44, 573, 59]
paragraph: PARIS, April 13. The British steamer Trafford has arrived at Bordeaux, with the crew suffering from cholera, which had been contracted in Burmah. — [30, 1888, 149, 1964]
ad-text: The Lands as per schedule hereunder will be offered for lease by Messrs Knox and Ridler on SATURDAY, April 19th, at 2 p.m. — [941, 204, 1084, 259]
ad-text: J.B.H., in thanking his old customers and the public generally for the large amount of support so liberally accorded him since commencing business, has much pleasure in directing their attention to his Large and Varied Stock of WATCHES, CLOCKS, JEWELLERY, OPTICAL GOODS! Electroplate and Cutlery, by best English Makers! WEDDING AND GEM RINGS! DIAMOND GOODS. PEBBLE SPECS., at 5s 6d per pair, equalled to sell at 7s 6d. — [429, 657, 722, 743]
paragraph: MOZAMBIQUE, April 13. Local dealers have been forbidden by the Portuguese authorities to supply provision to the British warship. — [30, 1337, 149, 1402]
